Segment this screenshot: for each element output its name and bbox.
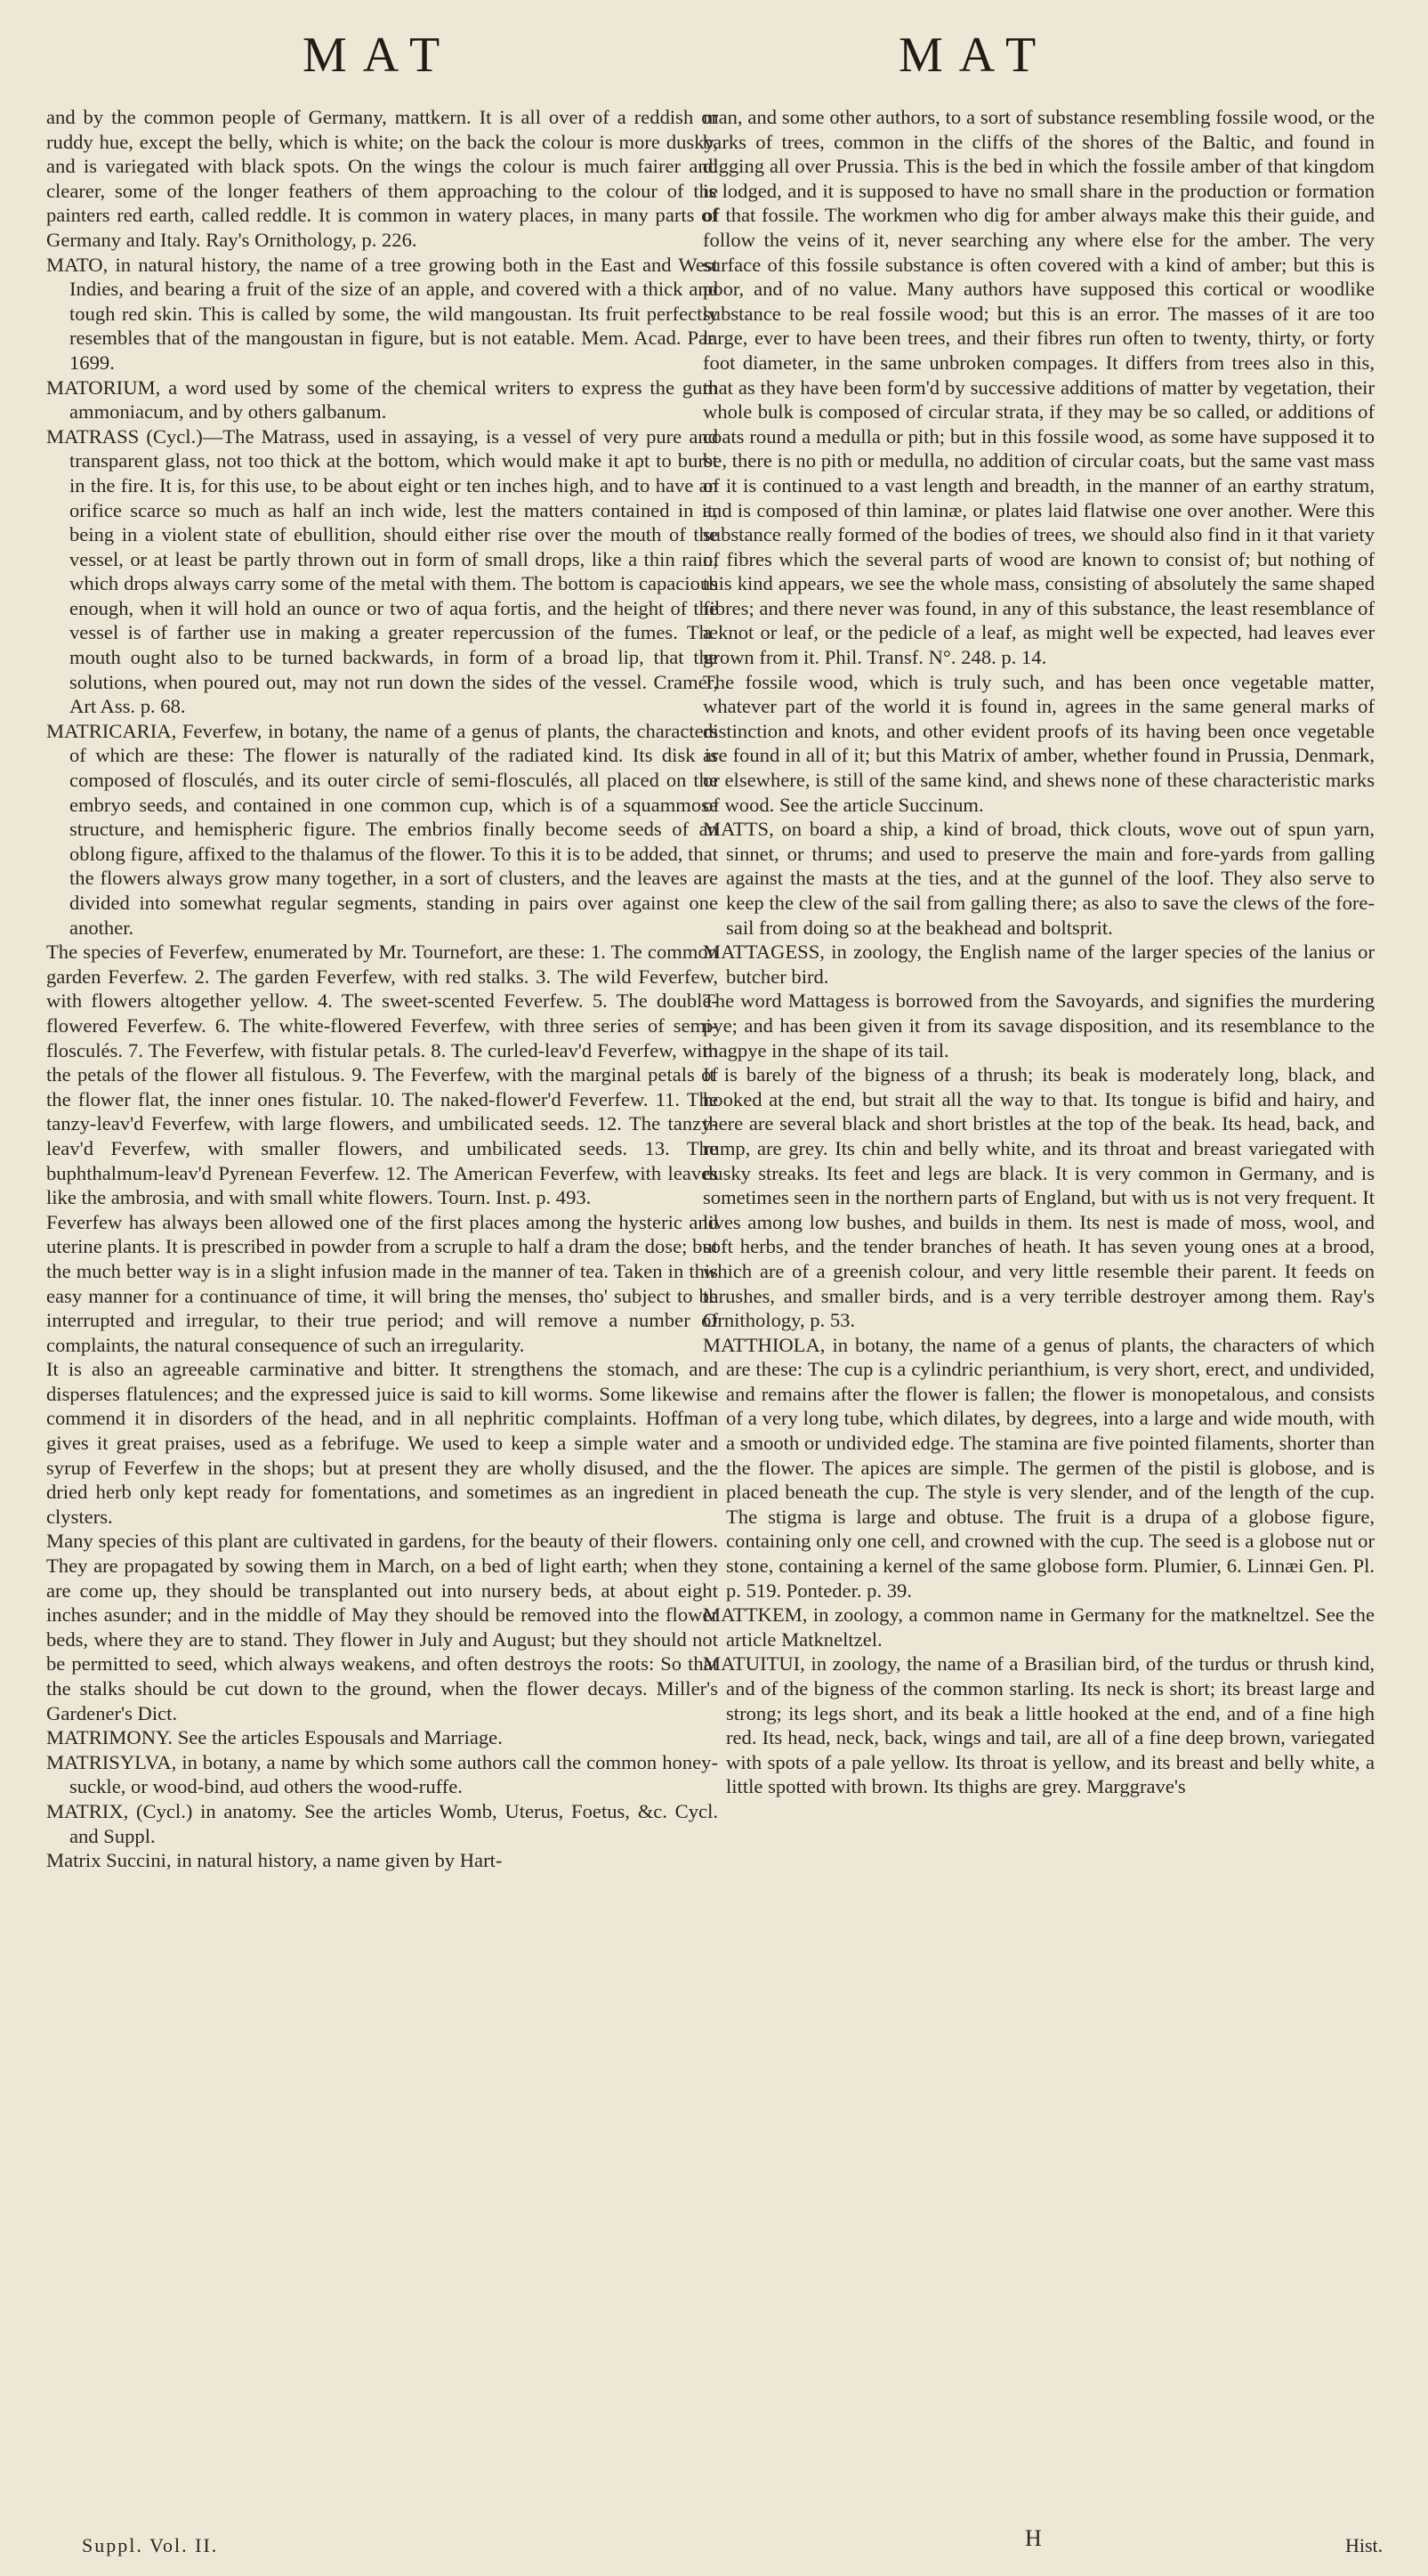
right-column — [703, 105, 1375, 1799]
catchword: Hist. — [1345, 2534, 1384, 2556]
paragraph: MATUITUI, in zoology, the name of a Brasilian bird, of the turdus or thrush kind, and of the bigness of the common starling. Its neck is short; its breast large and strong; its legs short, and its beak a little hooked at the end, and of a fine high red. Its head, neck, back, wings and tail, are all of a fine deep brown, variegated with spots of a pale yellow. Its throat is yellow, and its breast and belly white, a little spotted with brown. Its thighs are grey. Marggrave's — [703, 1652, 1375, 1798]
paragraph: Feverfew has always been allowed one of the first places among the hysteric and uterine plants. It is prescribed in powder from a scruple to half a dram the dose; but the much better way is in a slight infusion made in the manner of tea. Taken in this easy manner for a continuance of time, it will bring the menses, tho' subject to be interrupted and irregular, to their true period; and will remove a number of complaints, the natural consequence of such an irregularity. — [46, 1210, 718, 1356]
running-head-left: MAT — [303, 28, 456, 83]
paragraph: Many species of this plant are cultivated in gardens, for the beauty of their flowers. They are propagated by sowing them in March, on a bed of light earth; when they are come up, they should be transplanted out into nursery beds, at about eight inches asunder; and in the middle of May they should be removed into the flower beds, where they are to stand. They flower in July and August; but they should not be permitted to seed, which always weakens, and often destroys the roots: So that the stalks should be cut down to the ground, when the flower decays. Miller's Gardener's Dict. — [46, 1530, 718, 1724]
gathering-mark: H — [1025, 2525, 1042, 2551]
paragraph: The fossile wood, which is truly such, and has been once vegetable matter, whatever part of the world it is found in, agrees in the same general marks of distinction and knots, and other evident proofs of its having been once vegetable are found in all of it; but this Matrix of amber, whether found in Prussia, Denmark, or elsewhere, is still of the same kind, and shews none of these characteristic marks of wood. See the article Succinum. — [703, 670, 1375, 816]
paragraph: MATORIUM, a word used by some of the chemical writers to express the gum ammoniacum, and by others galbanum. — [46, 375, 718, 424]
paragraph: The word Mattagess is borrowed from the Savoyards, and signifies the murdering pye; and has been given it from its savage disposition, and its resemblance to the magpye in the shape of its tail. — [703, 989, 1375, 1062]
paragraph: MATTAGESS, in zoology, the English name of the larger species of the lanius or butcher bird. — [703, 941, 1375, 988]
paragraph: It is barely of the bigness of a thrush; its beak is moderately long, black, and hooked at the end, but strait all the way to that. Its tongue is bifid and hairy, and there are several black and short bristles at the top of the beak. Its head, back, and rump, are grey. Its chin and belly white, and its throat and breast variegated with dusky streaks. Its feet and legs are black. It is very common in Germany, and is sometimes seen in the northern parts of England, but with us is not very frequent. It lives among low bushes, and builds in them. Its nest is made of moss, wool, and soft herbs, and the tender branches of heath. It has seven young ones at a brood, which are of a greenish colour, and very little resemble their parent. It feeds on thrushes, and smaller birds, and is a very terrible destroyer among them. Ray's Ornithology, p. 53. — [703, 1063, 1375, 1332]
paragraph: Matrix Succini, in natural history, a name given by Hart- — [46, 1849, 503, 1872]
paragraph: MATRASS (Cycl.)—The Matrass, used in assaying, is a vessel of very pure and transparent glass, not too thick at the bottom, which would make it apt to burst in the fire. It is, for this use, to be about eight or ten inches high, and to have an orifice scarce so much as half an inch wide, lest the matters contained in it, being in a violent state of ebullition, should either rise over the mouth of the vessel, or at least be partly thrown out in form of small drops, like a thin rain, which drops always carry some of the metal with them. The bottom is capacious enough, when it will hold an ounce or two of aqua fortis, and the height of the vessel is of farther use in making a greater repercussion of the fumes. The mouth ought also to be turned backwards, in form of a broad lip, that the solutions, when poured out, may not run down the sides of the vessel. Cramer, Art Ass. p. 68. — [46, 424, 718, 718]
paragraph: and by the common people of Germany, mattkern. It is all over of a reddish or ruddy hue, except the belly, which is white; on the back the colour is more dusky, and is variegated with black spots. On the wings the colour is much fairer and clearer, some of the longer feathers of them approaching to the colour of the painters red earth, called reddle. It is common in watery places, in many parts of Germany and Italy. Ray's Ornithology, p. 226. — [46, 106, 718, 251]
page-footer — [46, 2525, 1384, 2570]
page-header — [0, 27, 1428, 89]
paragraph: MATTHIOLA, in botany, the name of a genus of plants, the characters of which are these: The cup is a cylindric perianthium, is very short, erect, and undivided, and remains after the flower is fallen; the flower is monopetalous, and consists of a very long tube, which dilates, by degrees, into a large and wide mouth, with a smooth or undivided edge. The stamina are five pointed filaments, shorter than the flower. The apices are simple. The germen of the pistil is globose, and is placed beneath the cup. The style is very slender, and of the length of the cup. The stigma is large and obtuse. The fruit is a drupa of a globose figure, containing only one cell, and crowned with the cup. The seed is a globose nut or stone, containing a kernel of the same globose form. Plumier, 6. Linnæi Gen. Pl. p. 519. Ponteder. p. 39. — [703, 1333, 1375, 1602]
paragraph: MATRIMONY. See the articles Espousals and Marriage. — [46, 1726, 503, 1749]
paragraph: MATRIX, (Cycl.) in anatomy. See the articles Womb, Uterus, Foetus, &c. Cycl. and Suppl. — [46, 1799, 718, 1847]
left-column — [46, 105, 718, 1873]
paragraph: MATTS, on board a ship, a kind of broad, thick clouts, wove out of spun yarn, sinnet, or thrums; and used to preserve the main and fore-yards from galling against the masts at the ties, and at the gunnel of the loof. They also serve to keep the clew of the sail from galling there; as also to save the clews of the fore-sail from doing so at the beakhead and boltsprit. — [703, 818, 1375, 939]
paragraph: The species of Feverfew, enumerated by Mr. Tournefort, are these: 1. The common garden Feverfew. 2. The garden Feverfew, with red stalks. 3. The wild Feverfew, with flowers altogether yellow. 4. The sweet-scented Feverfew. 5. The double-flowered Feverfew. 6. The white-flowered Feverfew, with three series of semi-flosculés. 7. The Feverfew, with fistular petals. 8. The curled-leav'd Feverfew, with the petals of the flower all fistulous. 9. The Feverfew, with the marginal petals of the flower flat, the inner ones fistular. 10. The naked-flower'd Feverfew. 11. The tanzy-leav'd Feverfew, with large flowers, and umbilicated seeds. 12. The tanzy-leav'd Feverfew, with smaller flowers, and umbilicated seeds. 13. The buphthalmum-leav'd Pyrenean Feverfew. 12. The American Feverfew, with leaves like the ambrosia, and with small white flowers. Tourn. Inst. p. 493. — [46, 941, 718, 1209]
paragraph: MATRICARIA, Feverfew, in botany, the name of a genus of plants, the characters of which are these: The flower is naturally of the radiated kind. Its disk is composed of flosculés, and its outer circle of semi-flosculés, all placed on the embryo seeds, and contained in one common cup, which is of a squammose structure, and hemispheric figure. The embrios finally become seeds of an oblong figure, affixed to the thalamus of the flower. To this it is to be added, that the flowers always grow many together, in a sort of clusters, and the leaves are divided into somewhat regular segments, standing in pairs over against one another. — [46, 719, 718, 939]
signature-mark: Suppl. Vol. II. — [82, 2534, 219, 2556]
paragraph: It is also an agreeable carminative and bitter. It strengthens the stomach, and disperses flatulences; and the expressed juice is said to kill worms. Some likewise commend it in disorders of the head, and in all nephritic complaints. Hoffman gives it great praises, used as a febrifuge. We used to keep a simple water and syrup of Feverfew in the shops; but at present they are wholly disused, and the dried herb only kept ready for fomentations, and sometimes as an ingredient in clysters. — [46, 1358, 718, 1528]
paragraph: MATRISYLVA, in botany, a name by which some authors call the common honey-suckle, or wood-bind, aud others the wood-ruffe. — [46, 1750, 718, 1798]
running-head-right: MAT — [899, 28, 1053, 83]
paragraph: man, and some other authors, to a sort of substance resembling fossile wood, or the barks of trees, common in the cliffs of the shores of the Baltic, and found in digging all over Prussia. This is the bed in which the fossile amber of that kingdom is lodged, and it is supposed to have no small share in the production or formation of that fossile. The workmen who dig for amber always make this their guide, and follow the veins of it, never searching any where else for the amber. The very surface of this fossile substance is often covered with a kind of amber; but this is poor, and of no value. Many authors have supposed this cortical or woodlike substance to be real fossile wood; but this is an error. The masses of it are too large, ever to have been trees, and their fibres run often to twenty, thirty, or forty foot diameter, in the same unbroken compages. It differs from trees also in this, that as they have been form'd by successive additions of matter by vegetation, their whole bulk is composed of circular strata, if they may be so called, or additions of coats round a medulla or pith; but in this fossile wood, as some have supposed it to be, there is no pith or medulla, no addition of circular coats, but the same vast mass of it is continued to a vast length and breadth, in the manner of an earthy stratum, and is composed of thin laminæ, or plates laid flatwise one over another. Were this substance really formed of the bodies of trees, we should also find in it that variety of fibres which the several parts of wood are known to consist of; but nothing of this kind appears, we see the whole mass, consisting of absolutely the same shaped fibres; and there never was found, in any of this substance, the least resemblance of a knot or leaf, or the pedicle of a leaf, as might well be expected, had leaves ever grown from it. Phil. Transf. N°. 248. p. 14. — [703, 106, 1375, 669]
paragraph: MATTKEM, in zoology, a common name in Germany for the matkneltzel. See the article Matkneltzel. — [703, 1603, 1375, 1651]
paragraph: MATO, in natural history, the name of a tree growing both in the East and West Indies, and bearing a fruit of the size of an apple, and covered with a thick and tough red skin. This is called by some, the wild mangoustan. Its fruit perfectly resembles that of the mangoustan in figure, but is not eatable. Mem. Acad. Par. 1699. — [46, 253, 718, 374]
